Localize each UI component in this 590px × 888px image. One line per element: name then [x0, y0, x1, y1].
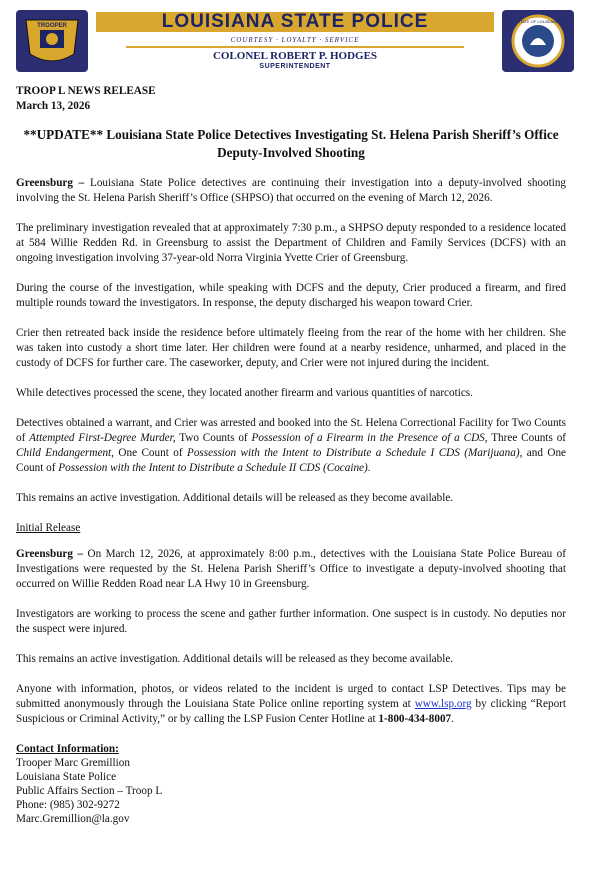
lsp-website-link[interactable]: www.lsp.org [414, 698, 472, 710]
dateline: Greensburg – [16, 548, 88, 560]
charge: Possession with the Intent to Distribute a Schedule II CDS (Cocaine) [58, 462, 368, 474]
charge: Attempted First-Degree Murder, [29, 432, 176, 444]
charge: Possession with the Intent to Distribute a Schedule I CDS (Marijuana), [186, 447, 523, 459]
charge: Child Endangerment, [16, 447, 114, 459]
paragraph-charges [16, 416, 566, 476]
initial-release-label: Initial Release [16, 522, 81, 534]
paragraph-3: During the course of the investigation, while speaking with DCFS and the deputy, Crier produced a firearm, and fired multiple rounds toward the investigators. In response, the deputy discharged his weapon toward Crier. [16, 282, 566, 309]
initial-release-heading [16, 521, 566, 536]
agency-banner [96, 12, 494, 32]
contact-name: Trooper Marc Gremillion [16, 757, 130, 769]
contact-section: Public Affairs Section – Troop L [16, 785, 163, 797]
contact-title: Contact Information: [16, 743, 119, 755]
paragraph-text: Louisiana State Police detectives are continuing their investigation into a deputy-involved shooting involving the St. Helena Parish Sheriff’s Office (SHPSO) that occurred on the evening of March 12, 2026. [16, 177, 567, 204]
text-span: . [451, 713, 454, 725]
paragraph-10: This remains an active investigation. Additional details will be released as they become available. [16, 653, 454, 665]
text-span: One Count of [113, 447, 187, 459]
text-span: Anyone with information, photos, or videos related to the incident is urged to contact LSP Detectives. Tips may be submitted anonymously through the Louisiana State Police online reporting system at [16, 683, 566, 710]
paragraph-4: Crier then retreated back inside the residence before ultimately fleeing from the rear of the home with her children. She was taken into custody a short time later. Her children were found at a nearby residence, unharmed, and placed in the custody of DCFS for further care. The caseworker, deputy, and Crier were not injured during the incident. [16, 327, 566, 369]
charge: Possession of a Firearm in the Presence of a CDS, [251, 432, 488, 444]
paragraph-5: While detectives processed the scene, they located another firearm and various quantities of narcotics. [16, 387, 473, 399]
letterhead-brand [96, 10, 494, 72]
text-span: by clicking “Report Suspicious or Criminal Activity,” or by calling the LSP Fusion Center Hotline at [16, 698, 566, 725]
text-span: Two Counts of [175, 432, 252, 444]
contact-block [16, 742, 566, 826]
paragraph-9: Investigators are working to process the scene and gather further information. One suspect is in custody. No deputies nor the suspect were injured. [16, 608, 566, 635]
trooper-badge-logo [16, 10, 88, 72]
state-seal-logo [502, 10, 574, 72]
paragraph-text: On March 12, 2026, at approximately 8:00 p.m., detectives with the Louisiana State Police Bureau of Investigations were requested by the St. Helena Parish Sheriff’s Office to investigate a deputy-involved shooting that occurred on Willie Redden Road near LA Hwy 10 in Greensburg. [16, 548, 566, 590]
agency-motto: COURTESY · LOYALTY · SERVICE [230, 36, 360, 44]
release-date: March 13, 2026 [16, 100, 91, 112]
agency-name: LOUISIANA STATE POLICE [161, 11, 429, 32]
text-span: . [367, 462, 371, 474]
badge-icon [22, 14, 82, 68]
hotline-number: 1-800-434-8007 [378, 713, 452, 725]
svg-text:STATE OF LOUISIANA: STATE OF LOUISIANA [517, 19, 559, 24]
paragraph-8 [16, 547, 566, 592]
state-seal-icon [510, 13, 566, 69]
paragraph-7: This remains an active investigation. Additional details will be released as they become available. [16, 492, 454, 504]
letterhead [16, 10, 574, 72]
text-span: Three Counts of [487, 432, 567, 444]
colonel-name: COLONEL ROBERT P. HODGES [212, 50, 378, 62]
headline: **UPDATE** Louisiana State Police Detectives Investigating St. Helena Parish Sheriff’s Office Deputy-Involved Shooting [23, 127, 559, 160]
release-label: TROOP L NEWS RELEASE [16, 85, 156, 97]
text-span: and One Count of [16, 447, 567, 474]
contact-email[interactable]: Marc.Gremillion@la.gov [16, 813, 130, 825]
text-span: Detectives obtained a warrant, and Crier was arrested and booked into the St. Helena Correctional Facility for Two Counts of [16, 417, 566, 444]
paragraph-tips [16, 682, 566, 727]
dateline: Greensburg – [16, 177, 90, 189]
contact-agency: Louisiana State Police [16, 771, 117, 783]
paragraph-1 [16, 176, 566, 206]
contact-phone: Phone: (985) 302-9272 [16, 799, 120, 811]
superintendent-title: SUPERINTENDENT [259, 63, 331, 70]
divider [126, 46, 464, 48]
news-release-body [16, 84, 566, 826]
svg-text:TROOPER: TROOPER [37, 23, 67, 29]
paragraph-2: The preliminary investigation revealed that at approximately 7:30 p.m., a SHPSO deputy responded to a residence located at 584 Willie Redden Rd. in Greensburg to assist the Department of Children and Family Services (DCFS) with an ongoing investigation involving 37-year-old Norra Virginia Yvette Crier of Greensburg. [16, 222, 566, 264]
